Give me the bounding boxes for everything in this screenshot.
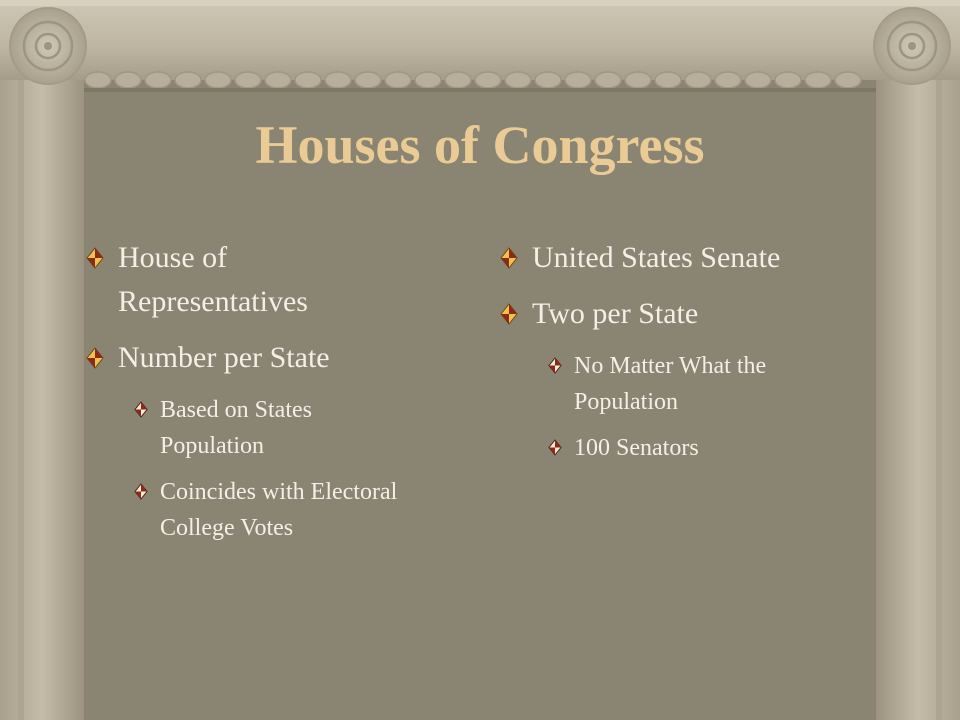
diamond-bullet-icon: [548, 357, 562, 374]
bullet-text: Number per State: [118, 341, 330, 374]
sub-bullet-text: Coincides with Electoral College Votes: [160, 479, 398, 541]
slide-title: Houses of Congress: [255, 115, 705, 175]
sub-bullet-text: 100 Senators: [574, 435, 699, 461]
left-column: [86, 236, 416, 556]
bullet-text: United States Senate: [532, 241, 781, 274]
bullet-text: House of Representatives: [118, 241, 308, 318]
sub-bullet-item: [86, 392, 416, 464]
diamond-bullet-icon: [500, 247, 518, 269]
diamond-bullet-icon: [134, 401, 148, 418]
diamond-bullet-icon: [86, 347, 104, 369]
diamond-bullet-icon: [86, 247, 104, 269]
diamond-bullet-icon: [134, 483, 148, 500]
sub-bullet-item: [500, 430, 860, 466]
sub-bullet-item: [500, 348, 860, 420]
sub-bullet-text: Based on States Population: [160, 397, 312, 459]
bullet-item: [500, 236, 860, 280]
sub-bullet-text: No Matter What the Population: [574, 353, 767, 415]
diamond-bullet-icon: [548, 439, 562, 456]
bullet-text: Two per State: [532, 297, 699, 330]
bullet-item: [500, 292, 860, 336]
bullet-item: [86, 236, 416, 324]
sub-bullet-item: [86, 474, 416, 546]
right-column: [500, 236, 860, 476]
diamond-bullet-icon: [500, 303, 518, 325]
bullet-item: [86, 336, 416, 380]
